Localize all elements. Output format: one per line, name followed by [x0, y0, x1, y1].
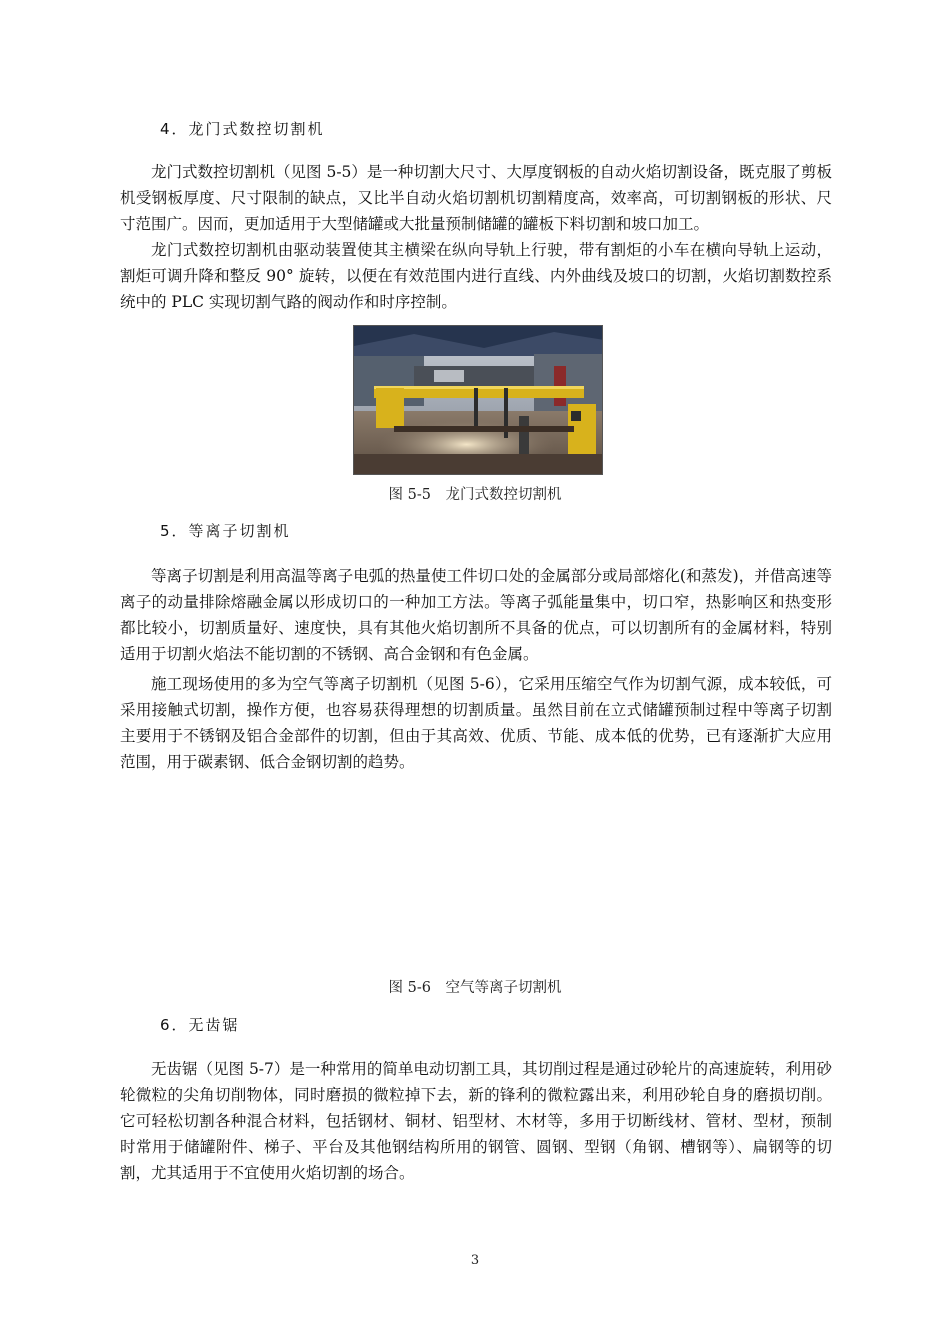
figure-caption-5-6: 图 5-6 空气等离子切割机: [388, 980, 562, 996]
paragraph: 施工现场使用的多为空气等离子切割机（见图 5-6），它采用压缩空气作为切割气源，成本较低，可采用接触式切割，操作方便，也容易获得理想的切割质量。虽然目前在立式储罐预制过程中等离子切割主要用于不锈钢及铝合金部件的切割，但由于其高效、优质、节能、成本低的优势，已有逐渐扩大应用范围，用于碳素钢、低合金钢切割的趋势。: [120, 675, 832, 771]
section-heading-abrasive-saw: 6．无齿锯: [160, 1016, 240, 1034]
page-number: 3: [470, 1253, 480, 1268]
paragraph: 等离子切割是利用高温等离子电弧的热量使工件切口处的金属部分或局部熔化(和蒸发)，并借高速等离子的动量排除熔融金属以形成切口的一种加工方法。等离子弧能量集中，切口窄，热影响区和热变形都比较小，切割质量好、速度快，具有其他火焰切割所不具备的优点，可以切割所有的金属材料，特别适用于切割火焰法不能切割的不锈钢、高合金钢和有色金属。: [120, 567, 832, 663]
section-heading-gantry-cnc-cutter: 4．龙门式数控切割机: [160, 120, 325, 138]
paragraph: 龙门式数控切割机（见图 5-5）是一种切割大尺寸、大厚度钢板的自动火焰切割设备，既克服了剪板机受钢板厚度、尺寸限制的缺点，又比半自动火焰切割机切割精度高，效率高，可切割钢板的形状、尺寸范围广。因而，更加适用于大型储罐或大批量预制储罐的罐板下料切割和坡口加工。: [120, 163, 832, 233]
figure-caption-5-5: 图 5-5 龙门式数控切割机: [388, 487, 562, 503]
paragraph: 龙门式数控切割机由驱动装置使其主横梁在纵向导轨上行驶，带有割炬的小车在横向导轨上运动，割炬可调升降和整反 90° 旋转，以便在有效范围内进行直线、内外曲线及坡口的切割，火焰切割数控系统中的 PLC 实现切割气路的阀动作和时序控制。: [120, 241, 832, 311]
section-heading-plasma-cutter: 5．等离子切割机: [160, 522, 291, 540]
gantry-cutter-photo: [353, 325, 603, 475]
paragraph: 无齿锯（见图 5-7）是一种常用的简单电动切割工具，其切削过程是通过砂轮片的高速旋转，利用砂轮微粒的尖角切削物体，同时磨损的微粒掉下去，新的锋利的微粒露出来，利用砂轮自身的磨损切削。它可轻松切割各种混合材料，包括钢材、铜材、铝型材、木材等，多用于切断线材、管材、型材，预制时常用于储罐附件、梯子、平台及其他钢结构所用的钢管、圆钢、型钢（角钢、槽钢等）、扁钢等的切割，尤其适用于不宜使用火焰切割的场合。: [120, 1060, 832, 1182]
